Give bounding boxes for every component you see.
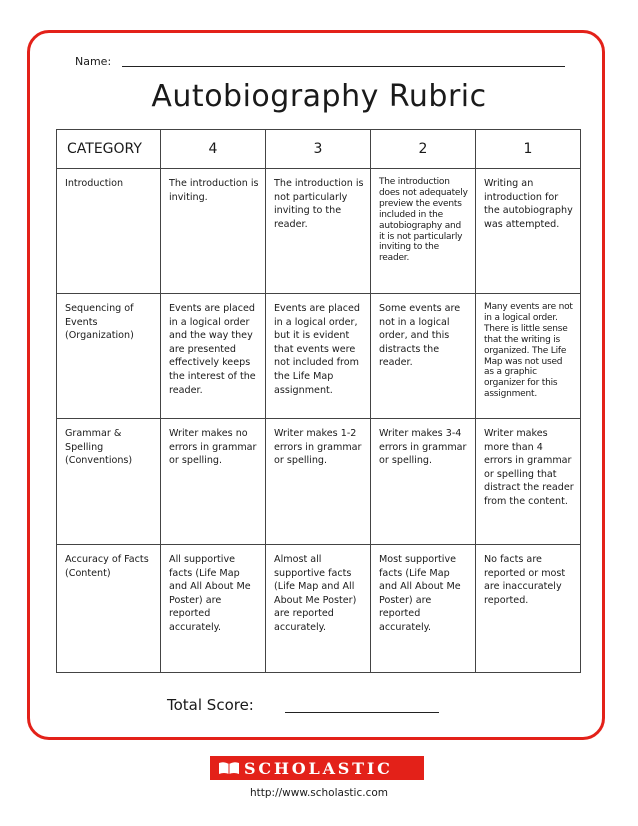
rubric-table [56, 129, 581, 673]
score-2-cell: Writer makes 3-4 errors in grammar or spelling. [371, 419, 476, 545]
header-score-3: 3 [266, 130, 371, 169]
scholastic-logo[interactable] [210, 756, 424, 780]
name-row [75, 55, 565, 73]
score-3-cell: The introduction is not particularly inviting to the reader. [266, 169, 371, 294]
category-cell: Introduction [57, 169, 161, 294]
category-cell: Accuracy of Facts (Content) [57, 545, 161, 673]
score-2-cell: Some events are not in a logical order, and this distracts the reader. [371, 294, 476, 419]
score-4-cell: The introduction is inviting. [161, 169, 266, 294]
score-4-cell: All supportive facts (Life Map and All About Me Poster) are reported accurately. [161, 545, 266, 673]
header-row [57, 130, 581, 169]
table-row [57, 545, 581, 673]
score-3-cell: Events are placed in a logical order, but it is evident that events were not included from the Life Map assignment. [266, 294, 371, 419]
score-3-cell: Writer makes 1-2 errors in grammar or spelling. [266, 419, 371, 545]
score-1-cell: Writing an introduction for the autobiography was attempted. [476, 169, 581, 294]
score-4-cell: Writer makes no errors in grammar or spelling. [161, 419, 266, 545]
score-1-cell: Many events are not in a logical order. There is little sense that the writing is organized. The Life Map was not used as a graphic organizer for this assignment. [476, 294, 581, 419]
score-1-cell: Writer makes more than 4 errors in grammar or spelling that distract the reader from the content. [476, 419, 581, 545]
score-1-cell: No facts are reported or most are inaccurately reported. [476, 545, 581, 673]
category-cell: Grammar & Spelling (Conventions) [57, 419, 161, 545]
total-score-label: Total Score: [167, 696, 254, 714]
category-cell: Sequencing of Events (Organization) [57, 294, 161, 419]
header-category: CATEGORY [57, 130, 161, 169]
score-3-cell: Almost all supportive facts (Life Map and All About Me Poster) are reported accurately. [266, 545, 371, 673]
header-score-2: 2 [371, 130, 476, 169]
table-row [57, 294, 581, 419]
website-link[interactable]: http://www.scholastic.com [249, 787, 389, 799]
score-2-cell: The introduction does not adequately preview the events included in the autobiography and it is not particularly inviting to the reader. [371, 169, 476, 294]
header-score-4: 4 [161, 130, 266, 169]
name-line[interactable] [122, 66, 565, 67]
name-label: Name: [75, 55, 112, 68]
total-score-line[interactable] [285, 712, 439, 713]
open-book-icon [218, 761, 240, 775]
score-2-cell: Most supportive facts (Life Map and All About Me Poster) are reported accurately. [371, 545, 476, 673]
score-4-cell: Events are placed in a logical order and the way they are presented effectively keeps the interest of the reader. [161, 294, 266, 419]
header-score-1: 1 [476, 130, 581, 169]
table-row [57, 169, 581, 294]
logo-text: SCHOLASTIC [244, 759, 393, 778]
page-title: Autobiography Rubric [151, 79, 487, 114]
table-row [57, 419, 581, 545]
